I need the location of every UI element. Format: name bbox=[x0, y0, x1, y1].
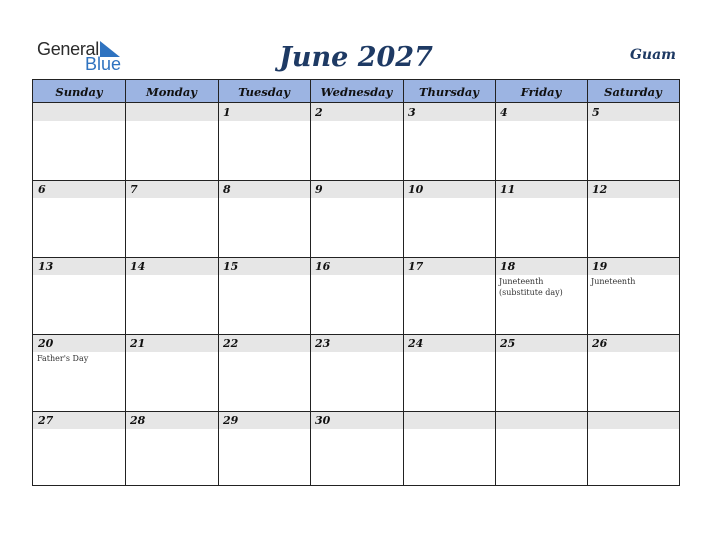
weekday-header-saturday: Saturday bbox=[604, 85, 662, 99]
holiday-note: Father's Day bbox=[37, 354, 89, 363]
day-cell bbox=[495, 180, 587, 257]
weekday-header-tuesday: Tuesday bbox=[238, 85, 290, 99]
grid-column-divider bbox=[403, 80, 404, 485]
day-cell bbox=[495, 257, 587, 334]
day-cell bbox=[310, 334, 403, 411]
grid-row-divider bbox=[33, 411, 679, 412]
day-number: 9 bbox=[315, 183, 323, 196]
day-number: 28 bbox=[130, 414, 146, 427]
grid-column-divider bbox=[495, 80, 496, 485]
grid-row-divider bbox=[33, 334, 679, 335]
day-number-bar bbox=[33, 180, 125, 198]
grid-column-divider bbox=[587, 80, 588, 485]
day-number-bar bbox=[403, 103, 495, 121]
day-number: 13 bbox=[38, 260, 54, 273]
day-number: 15 bbox=[223, 260, 239, 273]
day-number: 2 bbox=[315, 106, 323, 119]
day-cell bbox=[218, 257, 310, 334]
day-number-bar bbox=[403, 411, 495, 429]
logo-word-blue: Blue bbox=[85, 54, 122, 74]
day-number-bar bbox=[587, 411, 679, 429]
day-cell bbox=[587, 334, 679, 411]
day-number: 19 bbox=[592, 260, 608, 273]
day-number-bar bbox=[495, 103, 587, 121]
day-cell bbox=[587, 103, 679, 180]
day-number-bar bbox=[125, 103, 218, 121]
day-cell bbox=[33, 257, 125, 334]
day-number: 16 bbox=[315, 260, 331, 273]
grid-row-divider bbox=[33, 180, 679, 181]
day-cell bbox=[310, 257, 403, 334]
day-cell bbox=[403, 334, 495, 411]
day-number-bar bbox=[218, 103, 310, 121]
day-number-bar bbox=[310, 103, 403, 121]
day-number: 7 bbox=[130, 183, 138, 196]
day-cell bbox=[125, 103, 218, 180]
day-cell bbox=[403, 103, 495, 180]
day-number: 1 bbox=[223, 106, 231, 119]
weekday-header-monday: Monday bbox=[146, 85, 197, 99]
day-number: 24 bbox=[408, 337, 424, 350]
day-number: 23 bbox=[315, 337, 331, 350]
day-cell bbox=[495, 103, 587, 180]
grid-column-divider bbox=[310, 80, 311, 485]
day-number: 21 bbox=[130, 337, 146, 350]
day-cell bbox=[125, 257, 218, 334]
day-number: 8 bbox=[223, 183, 231, 196]
grid-row-divider bbox=[33, 257, 679, 258]
day-cell bbox=[495, 411, 587, 485]
day-cell bbox=[587, 180, 679, 257]
day-number: 30 bbox=[315, 414, 331, 427]
day-number-bar bbox=[218, 180, 310, 198]
day-cell bbox=[33, 411, 125, 485]
day-number: 3 bbox=[408, 106, 416, 119]
day-number-bar bbox=[125, 180, 218, 198]
day-cell bbox=[33, 180, 125, 257]
region-label: Guam bbox=[629, 47, 676, 63]
day-number: 18 bbox=[500, 260, 516, 273]
day-cell bbox=[403, 180, 495, 257]
day-cell bbox=[310, 411, 403, 485]
day-number-bar bbox=[495, 411, 587, 429]
holiday-note: Juneteenth (substitute day) bbox=[499, 277, 563, 297]
day-cell bbox=[587, 257, 679, 334]
day-cell bbox=[33, 103, 125, 180]
day-number: 5 bbox=[592, 106, 600, 119]
day-cell bbox=[587, 411, 679, 485]
calendar-grid bbox=[32, 79, 680, 486]
day-cell bbox=[125, 334, 218, 411]
day-number: 14 bbox=[130, 260, 146, 273]
day-number: 25 bbox=[500, 337, 516, 350]
day-cell bbox=[310, 180, 403, 257]
day-cell bbox=[310, 103, 403, 180]
day-number: 4 bbox=[500, 106, 508, 119]
day-cell bbox=[403, 257, 495, 334]
day-number: 11 bbox=[500, 183, 516, 196]
day-number: 17 bbox=[408, 260, 424, 273]
day-number: 26 bbox=[592, 337, 608, 350]
day-cell bbox=[218, 411, 310, 485]
day-number: 6 bbox=[38, 183, 46, 196]
weekday-header-sunday: Sunday bbox=[55, 85, 103, 99]
day-number: 27 bbox=[38, 414, 54, 427]
weekday-header-row bbox=[33, 80, 679, 103]
weekday-header-friday: Friday bbox=[520, 85, 562, 99]
day-cell bbox=[403, 411, 495, 485]
holiday-note: Juneteenth bbox=[591, 277, 636, 286]
weekday-header-wednesday: Wednesday bbox=[320, 85, 393, 99]
day-cell bbox=[218, 334, 310, 411]
day-cell bbox=[33, 334, 125, 411]
grid-column-divider bbox=[218, 80, 219, 485]
weekday-header-thursday: Thursday bbox=[419, 85, 479, 99]
logo-word-general: General bbox=[37, 39, 99, 59]
day-number-bar bbox=[587, 103, 679, 121]
day-number: 20 bbox=[38, 337, 54, 350]
day-number: 29 bbox=[223, 414, 239, 427]
day-number: 12 bbox=[592, 183, 608, 196]
day-cell bbox=[495, 334, 587, 411]
day-number: 10 bbox=[408, 183, 424, 196]
grid-column-divider bbox=[125, 80, 126, 485]
page-title: June 2027 bbox=[279, 42, 433, 73]
day-number: 22 bbox=[223, 337, 239, 350]
day-cell bbox=[125, 411, 218, 485]
day-cell bbox=[218, 103, 310, 180]
day-cell bbox=[125, 180, 218, 257]
day-number-bar bbox=[310, 180, 403, 198]
day-number-bar bbox=[33, 103, 125, 121]
day-cell bbox=[218, 180, 310, 257]
